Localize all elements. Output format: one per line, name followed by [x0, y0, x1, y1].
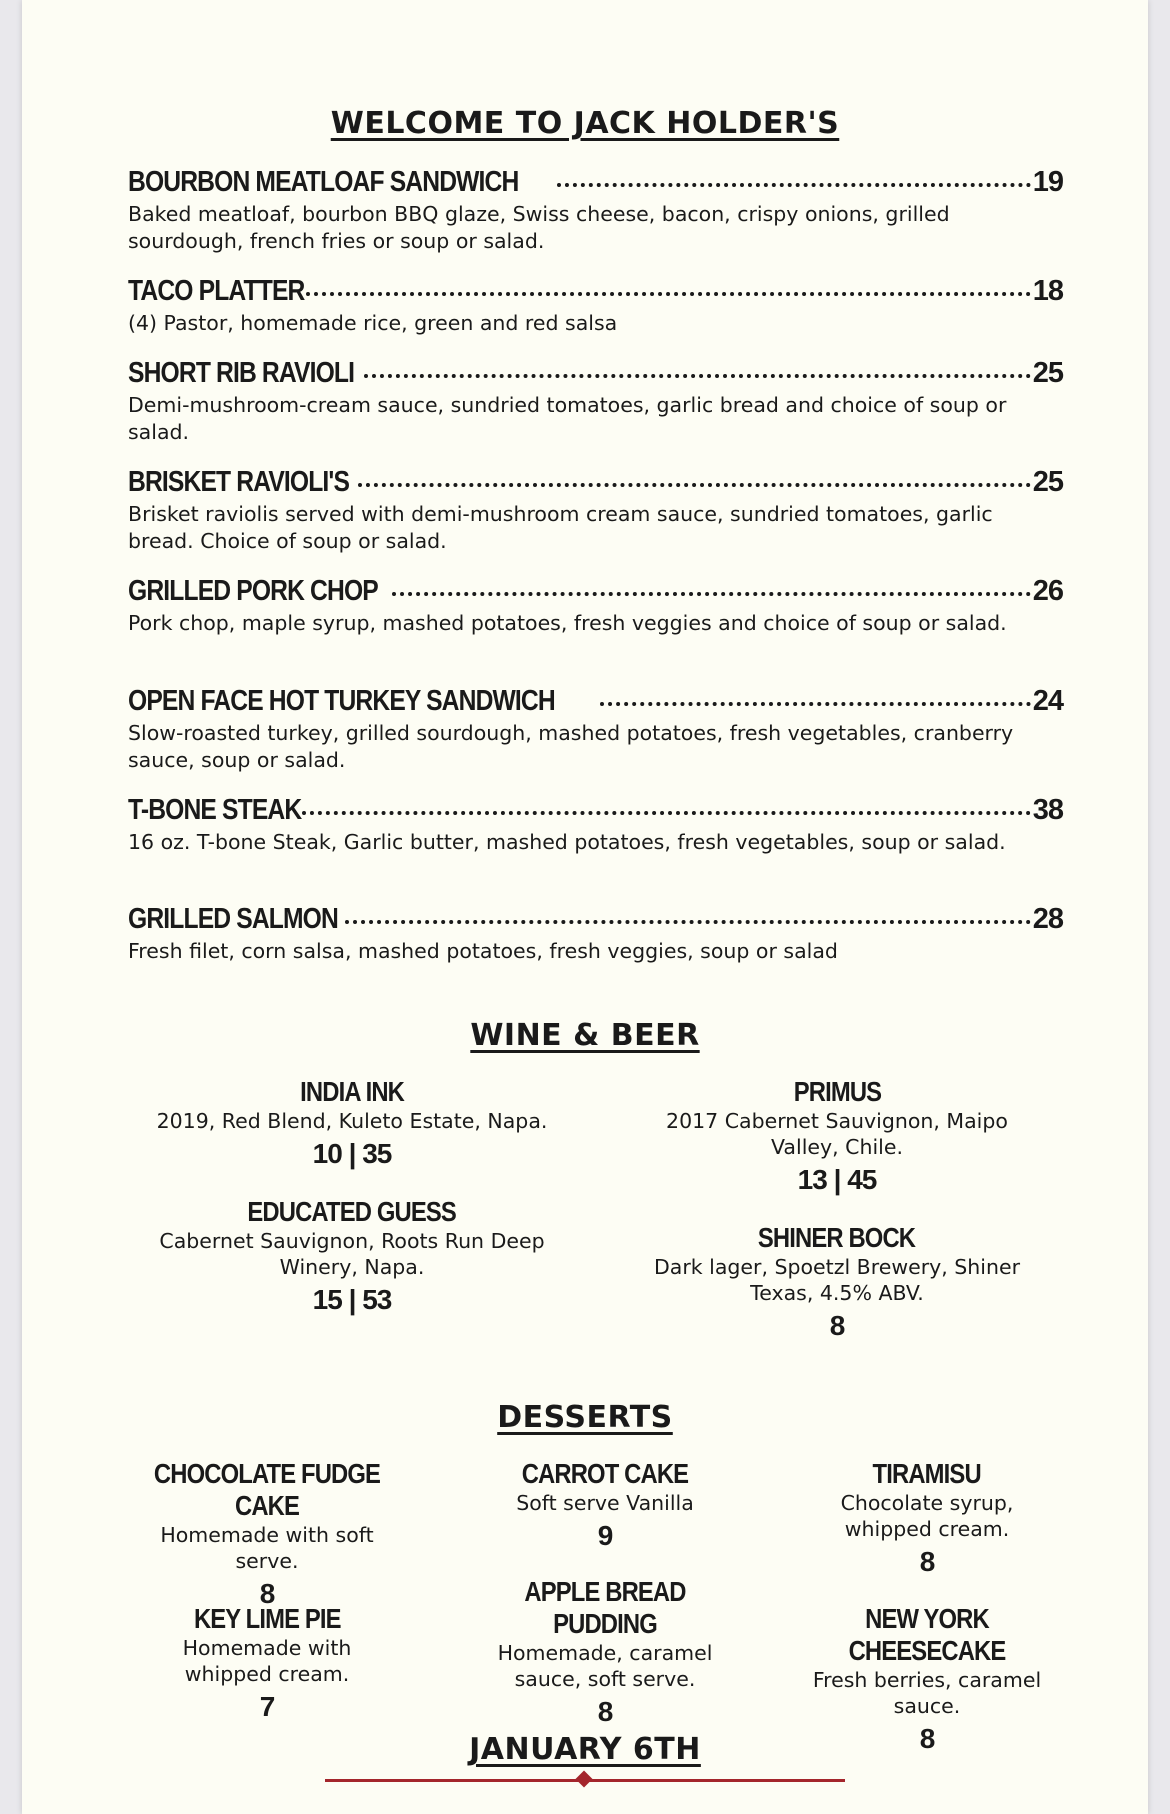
dessert-description: Homemade with soft serve.: [160, 1523, 374, 1573]
wine-price: 15 | 53: [312, 1284, 392, 1315]
dessert-description: Homemade with whipped cream.: [182, 1636, 352, 1686]
dessert-price: 7: [259, 1691, 275, 1722]
dessert-item: [812, 1458, 1042, 1578]
wine-description: 2019, Red Blend, Kuleto Estate, Napa.: [156, 1109, 548, 1133]
menu-item: [128, 903, 1063, 965]
item-name: T-BONE STEAK: [128, 794, 302, 826]
wine-item: [642, 1222, 1032, 1342]
dot-leader: [306, 292, 1031, 296]
wine-description: 2017 Cabernet Sauvignon, Maipo Valley, Chile.: [666, 1109, 1008, 1159]
item-price: 18: [1032, 275, 1063, 307]
dessert-name: CARROT CAKE: [521, 1458, 689, 1489]
dot-leader: [345, 920, 1031, 924]
item-name: GRILLED PORK CHOP: [128, 575, 378, 607]
dessert-item: [470, 1458, 740, 1552]
menu-item: [128, 466, 1063, 555]
menu-page: [22, 0, 1148, 1814]
dessert-name: TIRAMISU: [872, 1458, 982, 1489]
wine-item: [142, 1076, 562, 1170]
wine-name: EDUCATED GUESS: [247, 1196, 457, 1227]
dot-leader: [358, 483, 1031, 487]
item-price: 38: [1032, 794, 1063, 826]
item-description: Demi-mushroom-cream sauce, sundried tomatoes, garlic bread and choice of soup or salad.: [128, 393, 1007, 444]
date-heading: JANUARY 6TH: [469, 1732, 701, 1767]
menu-item: [128, 357, 1063, 446]
item-name: OPEN FACE HOT TURKEY SANDWICH: [128, 685, 555, 717]
dessert-name: NEW YORK CHEESECAKE: [848, 1603, 1006, 1666]
menu-item: [128, 685, 1063, 774]
dessert-price: 8: [597, 1696, 613, 1727]
item-price: 24: [1032, 685, 1063, 717]
dot-leader: [557, 183, 1030, 187]
menu-item: [128, 575, 1063, 637]
item-description: 16 oz. T-bone Steak, Garlic butter, mashed potatoes, fresh vegetables, soup or salad.: [128, 830, 1006, 854]
dessert-item: [127, 1458, 407, 1610]
wine-price: 8: [829, 1310, 845, 1341]
wine-item: [647, 1076, 1027, 1196]
dot-leader: [392, 592, 1031, 596]
item-description: Baked meatloaf, bourbon BBQ glaze, Swiss cheese, bacon, crispy onions, grilled sourdough, french fries or soup or salad.: [128, 202, 950, 253]
item-description: Fresh filet, corn salsa, mashed potatoes, fresh veggies, soup or salad: [128, 939, 838, 963]
dot-leader: [302, 811, 1031, 815]
wine-beer-heading: WINE & BEER: [470, 1018, 700, 1053]
dessert-name: APPLE BREAD PUDDING: [524, 1576, 686, 1639]
menu-item: [128, 794, 1063, 856]
wine-price: 13 | 45: [797, 1164, 877, 1195]
item-description: (4) Pastor, homemade rice, green and red salsa: [128, 311, 618, 335]
menu-item: [128, 275, 1063, 337]
dessert-price: 8: [259, 1578, 275, 1609]
item-price: 25: [1032, 466, 1063, 498]
desserts-heading: DESSERTS: [497, 1400, 673, 1435]
item-price: 19: [1032, 166, 1063, 198]
item-name: BRISKET RAVIOLI'S: [128, 466, 350, 498]
dessert-description: Homemade, caramel sauce, soft serve.: [497, 1641, 713, 1691]
item-name: TACO PLATTER: [128, 275, 305, 307]
wine-name: SHINER BOCK: [758, 1222, 916, 1253]
item-name: SHORT RIB RAVIOLI: [128, 357, 355, 389]
dot-leader: [600, 702, 1031, 706]
dessert-description: Fresh berries, caramel sauce.: [812, 1668, 1042, 1718]
item-price: 26: [1032, 575, 1063, 607]
wine-item: [122, 1196, 582, 1316]
wine-description: Cabernet Sauvignon, Roots Run Deep Winery, Napa.: [159, 1229, 545, 1279]
wine-price: 10 | 35: [312, 1138, 392, 1169]
dessert-name: KEY LIME PIE: [193, 1603, 341, 1634]
wine-name: INDIA INK: [300, 1076, 404, 1107]
item-price: 28: [1032, 903, 1063, 935]
item-description: Pork chop, maple syrup, mashed potatoes, fresh veggies and choice of soup or salad.: [128, 611, 1007, 635]
wine-description: Dark lager, Spoetzl Brewery, Shiner Texas, 4.5% ABV.: [653, 1255, 1021, 1305]
dessert-item: [475, 1576, 735, 1728]
item-price: 25: [1032, 357, 1063, 389]
dessert-price: 8: [919, 1546, 935, 1577]
dessert-name: CHOCOLATE FUDGE CAKE: [153, 1458, 381, 1521]
dessert-price: 9: [597, 1520, 613, 1551]
item-description: Brisket raviolis served with demi-mushroom cream sauce, sundried tomatoes, garlic bread. Choice of soup or salad.: [128, 502, 993, 553]
item-name: GRILLED SALMON: [128, 903, 338, 935]
dessert-item: [162, 1603, 372, 1723]
dessert-description: Soft serve Vanilla: [516, 1491, 694, 1515]
menu-item: [128, 166, 1063, 255]
dessert-price: 8: [919, 1723, 935, 1754]
dessert-description: Chocolate syrup, whipped cream.: [840, 1491, 1014, 1541]
dot-leader: [364, 374, 1031, 378]
item-name: BOURBON MEATLOAF SANDWICH: [128, 166, 519, 198]
wine-name: PRIMUS: [793, 1076, 881, 1107]
item-description: Slow-roasted turkey, grilled sourdough, mashed potatoes, fresh vegetables, cranberry sauce, soup or salad.: [128, 721, 1014, 772]
menu-title: WELCOME TO JACK HOLDER'S: [330, 106, 840, 141]
